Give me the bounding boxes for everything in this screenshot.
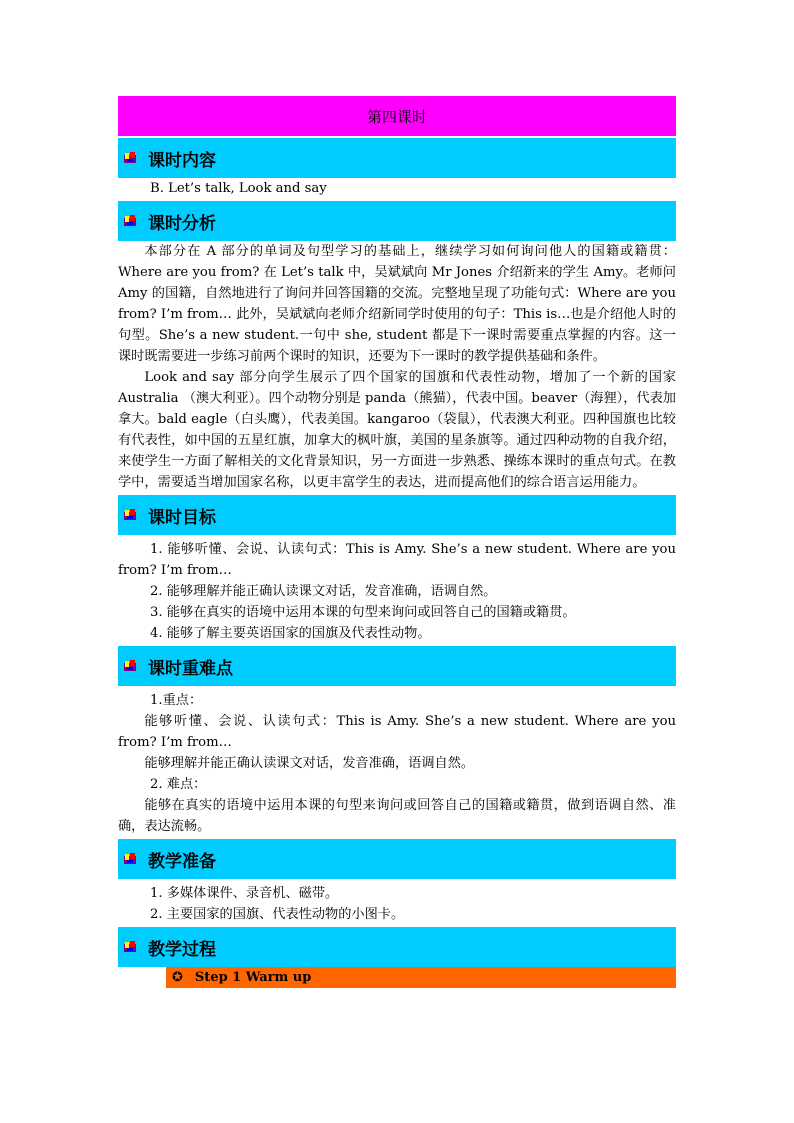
key-paragraph-2: 能够理解并能正确认读课文对话，发音准确，语调自然。 [144, 756, 475, 771]
difficulty-paragraph: 能够在真实的语境中运用本课的句型来询问或回答自己的国籍或籍贯，做到语调自然、准确，表达流畅。 [118, 798, 676, 834]
book-bullet-icon [124, 509, 136, 521]
section-heading: 课时分析 [148, 213, 216, 234]
section-heading: 教学准备 [148, 851, 216, 872]
section-heading: 课时内容 [148, 150, 216, 171]
section-heading: 课时重难点 [148, 658, 233, 679]
lesson-title-bar [118, 96, 676, 136]
section-heading: 课时目标 [148, 507, 216, 528]
lesson-title: 第四课时 [366, 107, 427, 126]
content-text: B. Let’s talk, Look and say [150, 181, 327, 196]
section-header-content [118, 138, 676, 178]
book-bullet-icon [124, 660, 136, 672]
difficulty-label: 2. 难点： [150, 777, 207, 792]
lesson-page [118, 96, 676, 988]
star-circle-icon: ✪ [172, 970, 183, 985]
key-paragraph-1: 能够听懂、会说、认读句式：This is Amy. She’s a new student. Where are you from? I’m from… [118, 714, 676, 750]
section-header-process [118, 927, 676, 967]
section-header-prep [118, 839, 676, 879]
book-bullet-icon [124, 215, 136, 227]
section-header-analysis [118, 201, 676, 241]
section-header-goals [118, 495, 676, 535]
prep-item: 1. 多媒体课件、录音机、磁带。 [150, 886, 339, 901]
analysis-paragraph-1: 本部分在 A 部分的单词及句型学习的基础上，继续学习如何询问他人的国籍或籍贯：Where are you from? 在 Let’s talk 中，吴斌斌向 Mr Jones 介绍新来的学生 Amy。老师问 Amy 的国籍，自然地进行了询问并回答国籍的交流。完整地呈现了功能句式：Where are you from? I’m from… 此外，吴斌斌向老师介绍新同学时使用的句子：This is…也是介绍他人时的句型。She’s a new student.一句中 she, student 都是下一课时需要重点掌握的内容。这一课时既需要进一步练习前两个课时的知识，还要为下一课时的教学提供基础和条件。 [118, 244, 676, 364]
goal-item: 4. 能够了解主要英语国家的国旗及代表性动物。 [150, 626, 431, 641]
book-bullet-icon [124, 853, 136, 865]
section-heading: 教学过程 [148, 939, 216, 960]
goal-item: 1. 能够听懂、会说、认读句式：This is Amy. She’s a new student. Where are you from? I’m from… [118, 542, 676, 578]
book-bullet-icon [124, 152, 136, 164]
step-bar [166, 967, 676, 988]
goal-item: 2. 能够理解并能正确认读课文对话，发音准确，语调自然。 [150, 584, 497, 599]
analysis-paragraph-2: Look and say 部分向学生展示了四个国家的国旗和代表性动物，增加了一个新的国家 Australia （澳大利亚）。四个动物分别是 panda（熊猫），代表中国。beaver（海狸），代表加拿大。bald eagle（白头鹰），代表美国。kangaroo（袋鼠），代表澳大利亚。四种国旗也比较有代表性，如中国的五星红旗，加拿大的枫叶旗，美国的星条旗等。通过四种动物的自我介绍，来使学生一方面了解相关的文化背景知识，另一方面进一步熟悉、操练本课时的重点句式。在教学中，需要适当增加国家名称，以更丰富学生的表达，进而提高他们的综合语言运用能力。 [118, 370, 676, 490]
prep-item: 2. 主要国家的国旗、代表性动物的小图卡。 [150, 907, 405, 922]
step-label: Step 1 Warm up [194, 970, 312, 985]
section-header-keypoints [118, 646, 676, 686]
key-label: 1.重点： [150, 693, 203, 708]
goal-item: 3. 能够在真实的语境中运用本课的句型来询问或回答自己的国籍或籍贯。 [150, 605, 576, 620]
book-bullet-icon [124, 941, 136, 953]
